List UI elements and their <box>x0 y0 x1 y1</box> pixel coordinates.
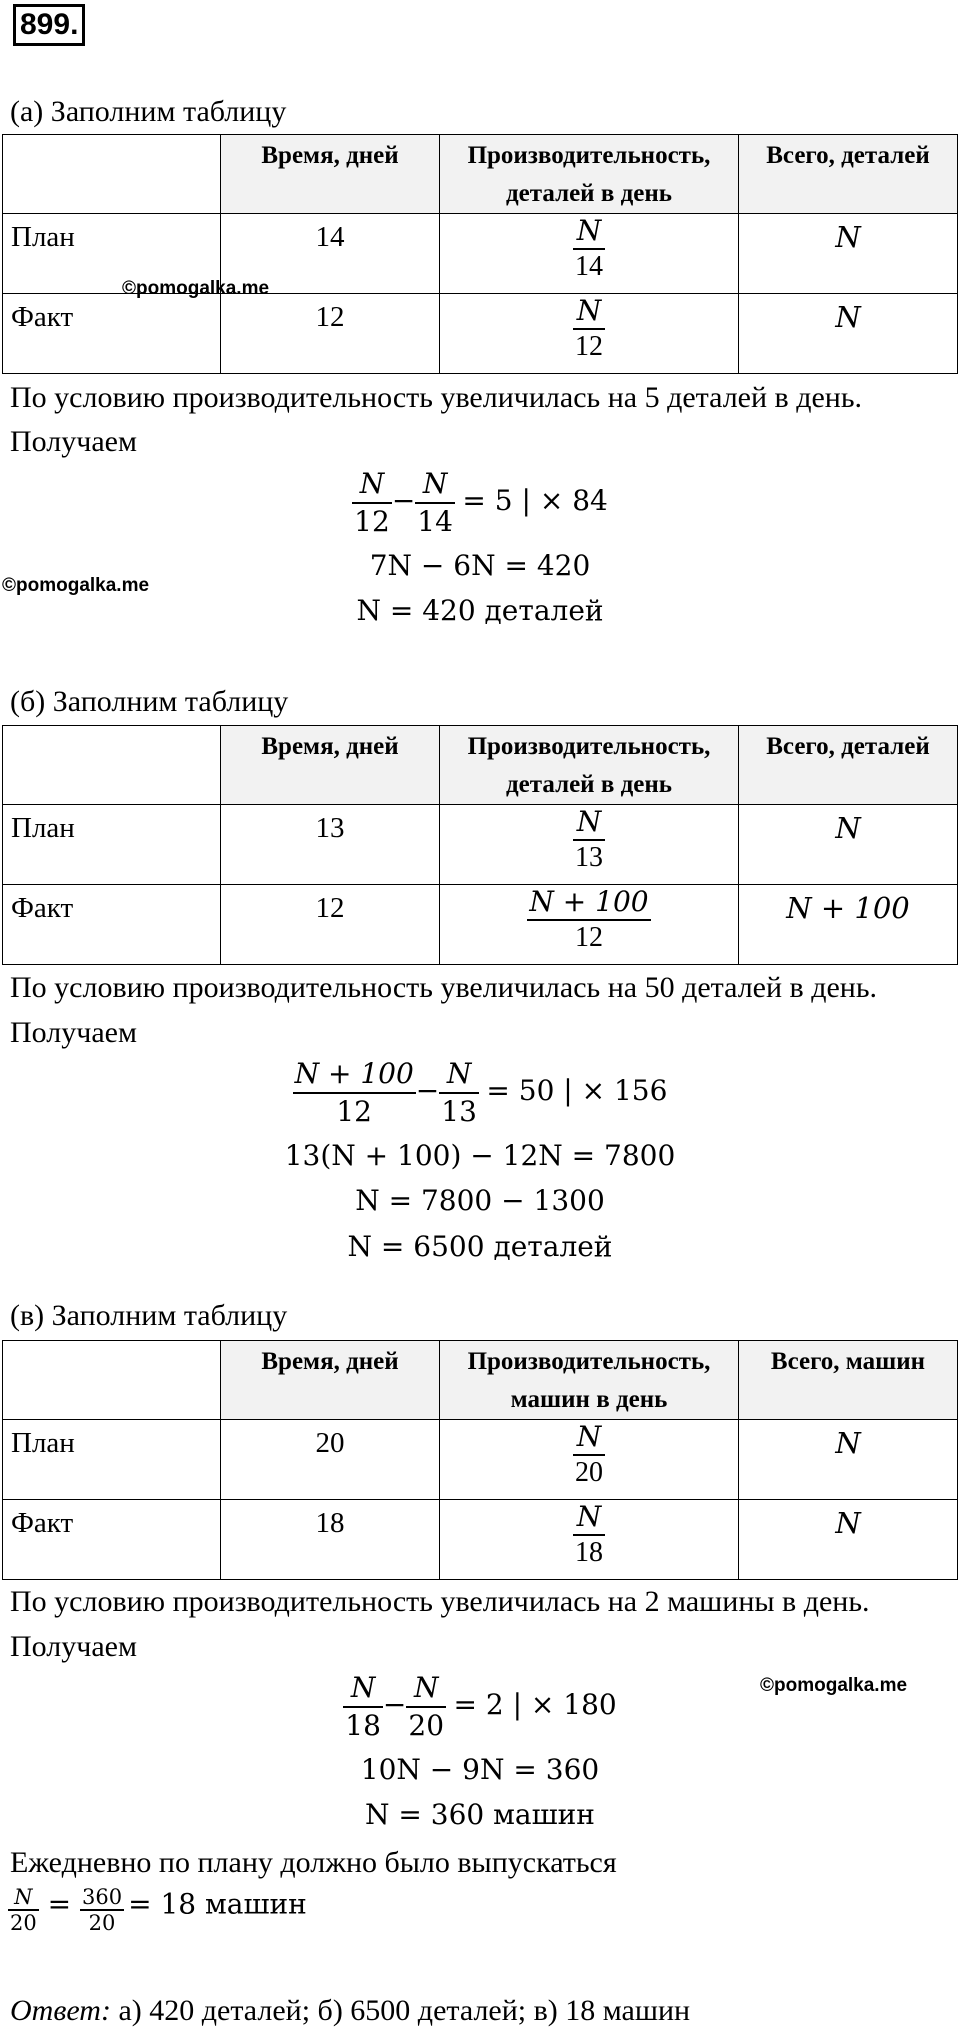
equation-b-3: N = 7800 − 1300 <box>355 1184 605 1217</box>
header-cell: Время, дней <box>221 135 440 214</box>
daily-text: Ежедневно по плану должно было выпускаться <box>10 1846 617 1879</box>
table-header-row <box>3 1341 958 1420</box>
header-cell: Производительность, машин в день <box>440 1341 739 1420</box>
equation-c-3: N = 360 машин <box>365 1798 595 1831</box>
problem-number: 899. <box>13 4 85 46</box>
table-header-row <box>3 726 958 805</box>
row-label: Факт <box>11 1507 74 1539</box>
table-header-row <box>3 135 958 214</box>
row-label: План <box>11 221 75 253</box>
header-cell: Время, дней <box>221 1341 440 1420</box>
header-cell: Всего, деталей <box>739 135 958 214</box>
watermark: ©pomogalka.me <box>760 1675 908 1696</box>
time-cell: 20 <box>315 1427 345 1459</box>
row-label: Факт <box>11 301 74 333</box>
header-cell: Производительность, деталей в день <box>440 135 739 214</box>
total-cell: N <box>835 220 861 254</box>
header-cell: Время, дней <box>221 726 440 805</box>
rate-fraction: $\frac{N}{20}$ <box>575 1420 603 1488</box>
table-row <box>3 1500 958 1580</box>
time-cell: 14 <box>315 221 345 253</box>
table-row <box>3 885 958 965</box>
get-a: Получаем <box>10 425 137 458</box>
equation-b-4: N = 6500 деталей <box>347 1230 613 1263</box>
equation-b-2: 13(N + 100) − 12N = 7800 <box>284 1139 676 1172</box>
header-cell-empty <box>3 1341 221 1420</box>
header-cell-empty <box>3 726 221 805</box>
header-cell: Всего, деталей <box>739 726 958 805</box>
table-row <box>3 294 958 374</box>
condition-b: По условию производительность увеличилась на 50 деталей в день. <box>10 971 878 1004</box>
row-label: План <box>11 1427 75 1459</box>
header-cell: Производительность, деталей в день <box>440 726 739 805</box>
watermark: ©pomogalka.me <box>122 278 270 299</box>
rate-fraction: $\frac{N}{14}$ <box>575 214 603 282</box>
total-cell: N <box>835 1426 861 1460</box>
row-label: Факт <box>11 892 74 924</box>
equation-a-3: N = 420 деталей <box>356 594 604 627</box>
row-label: План <box>11 812 75 844</box>
time-cell: 13 <box>315 812 345 844</box>
time-cell: 12 <box>315 301 345 333</box>
answer-label: Ответ: <box>10 1994 111 2027</box>
watermark: ©pomogalka.me <box>2 575 150 596</box>
rate-fraction: $\frac{N}{12}$ <box>575 294 603 362</box>
total-cell: N <box>835 1506 861 1540</box>
time-cell: 18 <box>315 1507 345 1539</box>
total-cell: N + 100 <box>786 891 910 925</box>
total-cell: N <box>835 811 861 845</box>
total-cell: N <box>835 300 861 334</box>
table-c <box>2 1340 958 1580</box>
section-c-heading: (в) Заполним таблицу <box>10 1299 288 1332</box>
header-cell: Всего, машин <box>739 1341 958 1420</box>
table-row <box>3 805 958 885</box>
rate-fraction: $\frac{N + 100}{12}$ <box>529 885 649 953</box>
answer-text: а) 420 деталей; б) 6500 деталей; в) 18 машин <box>110 1994 691 2027</box>
final-equation: $\frac{N}{20}$ = $\frac{360}{20}$ = 18 машин <box>10 1885 307 1935</box>
equation-c-2: 10N − 9N = 360 <box>360 1753 600 1786</box>
equation-b-1: $\frac{N + 100}{12}$ − $\frac{N}{13}$ = 50 | × 156 <box>294 1057 668 1128</box>
get-c: Получаем <box>10 1630 137 1663</box>
equation-c-1: $\frac{N}{18}$ − $\frac{N}{20}$ = 2 | × 180 <box>345 1671 617 1742</box>
condition-c: По условию производительность увеличилась на 2 машины в день. <box>10 1585 870 1618</box>
table-row <box>3 1420 958 1500</box>
table-a <box>2 134 958 374</box>
equation-a-1: $\frac{N}{12}$ − $\frac{N}{14}$ = 5 | × 84 <box>354 467 608 538</box>
section-b-heading: (б) Заполним таблицу <box>10 685 289 718</box>
header-cell-empty <box>3 135 221 214</box>
section-a-heading: (а) Заполним таблицу <box>10 95 287 128</box>
time-cell: 12 <box>315 892 345 924</box>
answer <box>10 1993 690 2029</box>
rate-fraction: $\frac{N}{13}$ <box>575 805 603 873</box>
condition-a: По условию производительность увеличилась на 5 деталей в день. <box>10 381 863 414</box>
table-b <box>2 725 958 965</box>
get-b: Получаем <box>10 1016 137 1049</box>
equation-a-2: 7N − 6N = 420 <box>369 549 591 582</box>
rate-fraction: $\frac{N}{18}$ <box>575 1500 603 1568</box>
